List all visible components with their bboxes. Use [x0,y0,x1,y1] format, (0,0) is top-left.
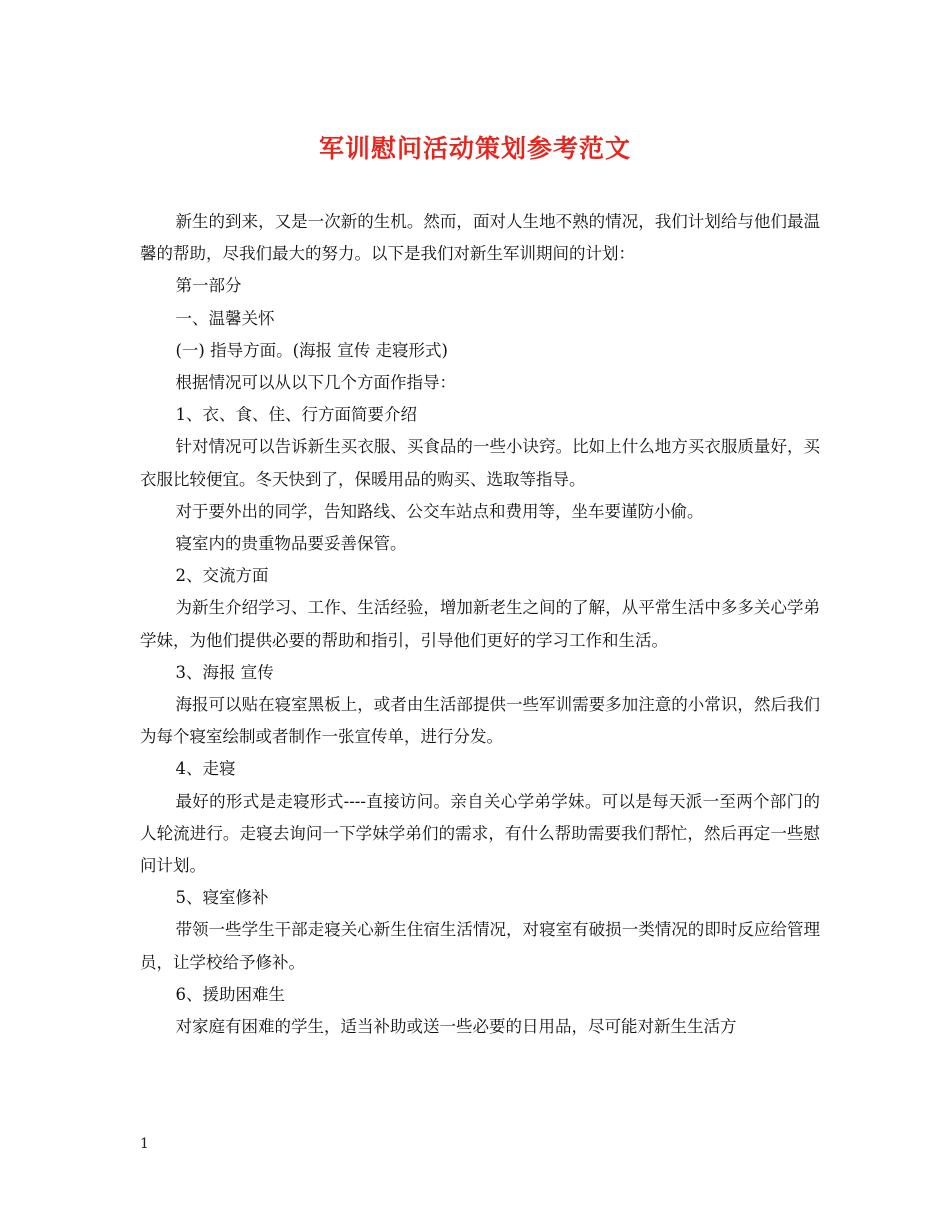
document-body [140,206,820,1043]
paragraph: 为新生介绍学习、工作、生活经验，增加新老生之间的了解，从平常生活中多多关心学弟学妹，为他们提供必要的帮助和指引，引导他们更好的学习工作和生活。 [140,598,820,650]
paragraph: 一、温馨关怀 [175,308,275,328]
paragraph: 3、海报 宣传 [175,662,274,682]
paragraph: 第一部分 [175,276,242,296]
paragraph: 4、走寝 [175,759,236,779]
paragraph: 寝室内的贵重物品要妥善保管。 [175,534,407,554]
paragraph: 2、交流方面 [175,566,269,586]
paragraph: 最好的形式是走寝形式----直接访问。亲自关心学弟学妹。可以是每天派一至两个部门的人轮流进行。走寝去询问一下学妹学弟们的需求，有什么帮助需要我们帮忙，然后再定一些慰问计划。 [140,791,820,876]
paragraph: 针对情况可以告诉新生买衣服、买食品的一些小诀窍。比如上什么地方买衣服质量好，买衣服比较便宜。冬天快到了，保暖用品的购买、选取等指导。 [140,437,820,489]
paragraph: 5、寝室修补 [175,888,269,908]
paragraph: 6、援助困难生 [175,984,285,1004]
paragraph: 新生的到来，又是一次新的生机。然而，面对人生地不熟的情况，我们计划给与他们最温馨的帮助，尽我们最大的努力。以下是我们对新生军训期间的计划： [140,212,820,264]
paragraph: 海报可以贴在寝室黑板上，或者由生活部提供一些军训需要多加注意的小常识，然后我们为每个寝室绘制或者制作一张宣传单，进行分发。 [140,695,820,747]
paragraph: 带领一些学生干部走寝关心新生住宿生活情况，对寝室有破损一类情况的即时反应给管理员，让学校给予修补。 [140,920,820,972]
paragraph: 根据情况可以从以下几个方面作指导： [175,373,456,393]
page-number: 1 [140,1136,149,1152]
paragraph: (一) 指导方面。(海报 宣传 走寝形式) [175,340,448,360]
paragraph: 对家庭有困难的学生，适当补助或送一些必要的日用品，尽可能对新生生活方 [175,1017,737,1037]
paragraph: 对于要外出的同学，告知路线、公交车站点和费用等，坐车要谨防小偷。 [175,501,704,521]
paragraph: 1、衣、食、住、行方面简要介绍 [175,405,417,425]
document-title: 军训慰问活动策划参考范文 [318,134,631,163]
